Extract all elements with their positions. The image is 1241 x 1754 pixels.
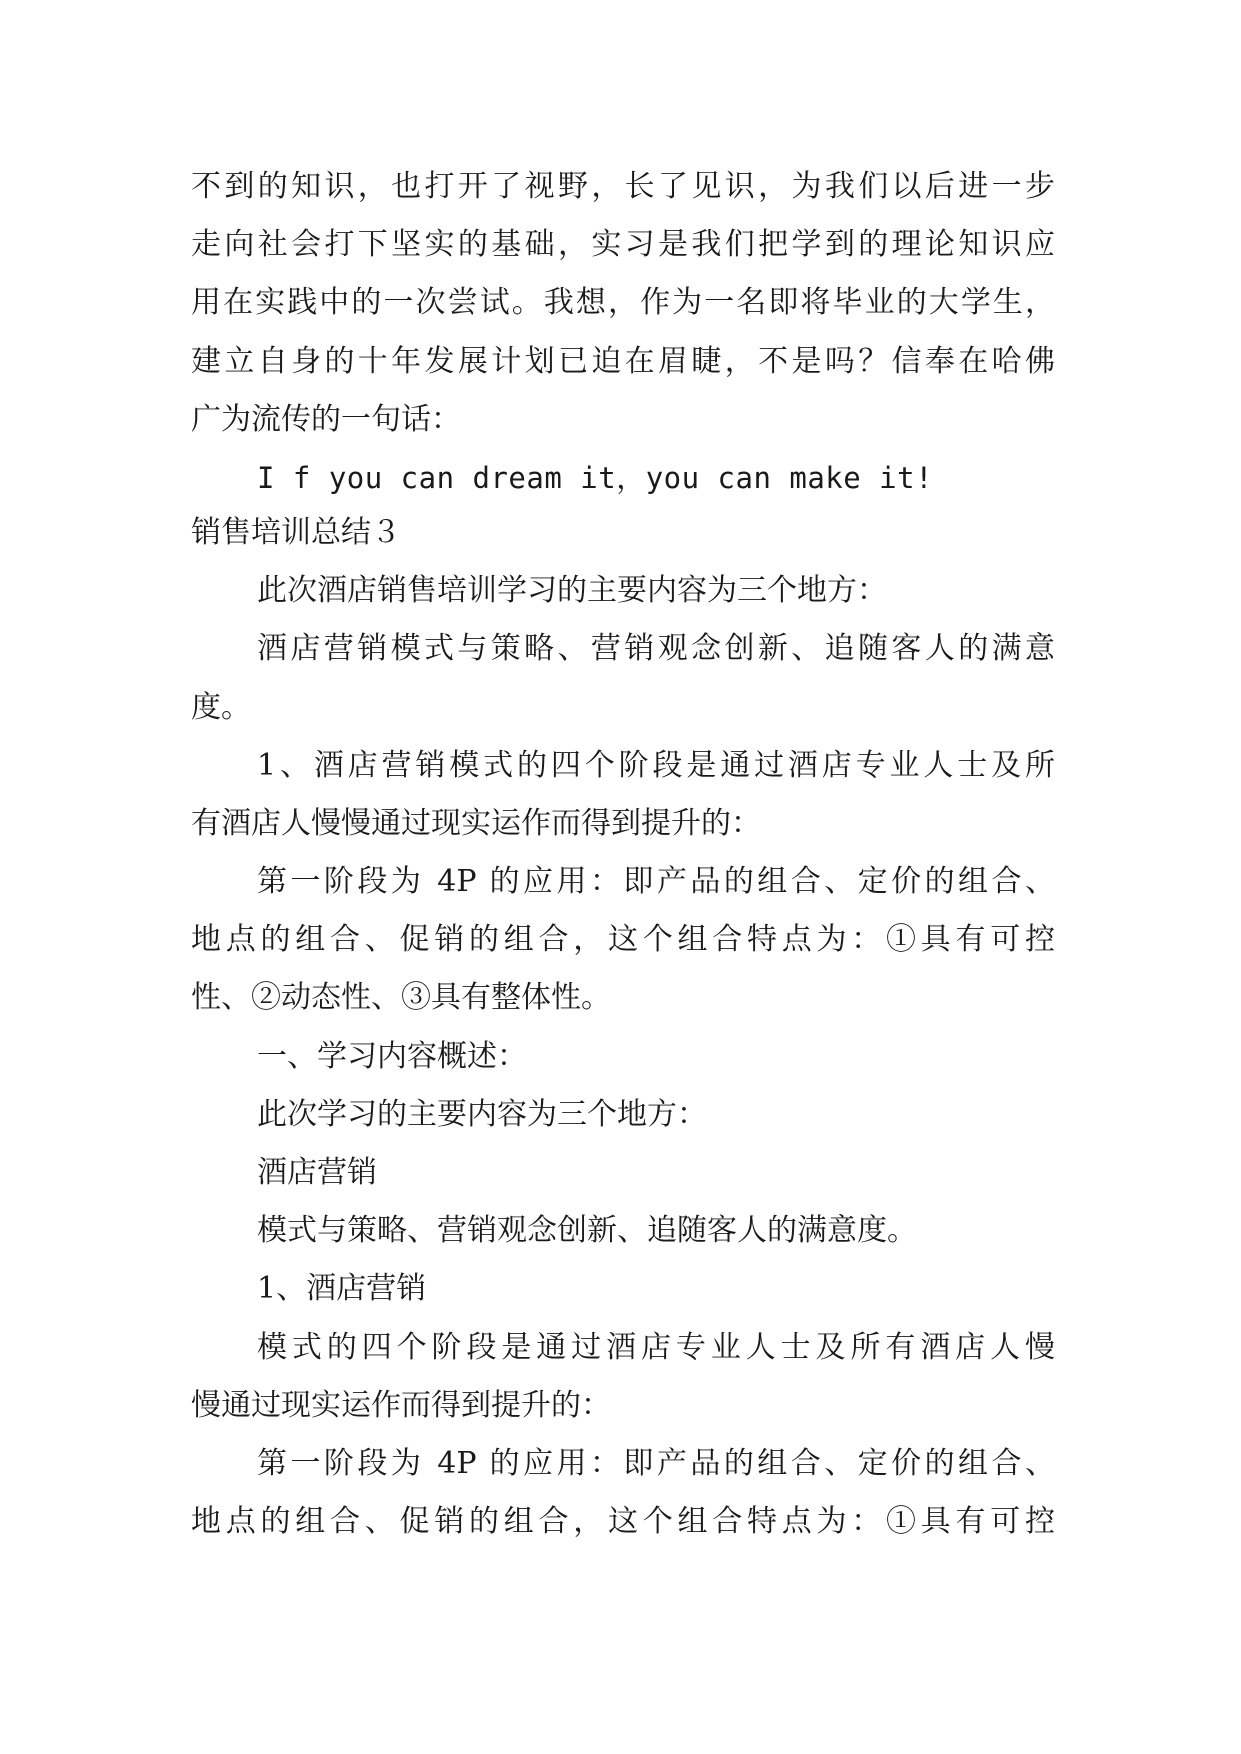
document-body xyxy=(191,158,1055,1551)
paragraph-line: 广为流传的一句话： xyxy=(191,401,461,437)
paragraph-line: 性、②动态性、③具有整体性。 xyxy=(191,980,611,1016)
paragraph-line: 不到的知识，也打开了视野，长了见识，为我们以后进一步 xyxy=(191,169,1055,204)
paragraph-line: 酒店营销 xyxy=(257,1155,377,1190)
paragraph-line: 模式的四个阶段是通过酒店专业人士及所有酒店人慢 xyxy=(257,1329,1055,1365)
section-heading: 销售培训总结３ xyxy=(191,515,401,551)
paragraph-line: 慢通过现实运作而得到提升的： xyxy=(191,1387,611,1423)
paragraph-line: 地点的组合、促销的组合，这个组合特点为：①具有可控 xyxy=(191,922,1055,958)
paragraph-line: 走向社会打下坚实的基础，实习是我们把学到的理论知识应 xyxy=(191,227,1055,263)
paragraph-line: 模式与策略、营销观念创新、追随客人的满意度。 xyxy=(257,1213,917,1249)
paragraph-line: 此次学习的主要内容为三个地方： xyxy=(257,1096,707,1132)
subsection-heading: 一、学习内容概述： xyxy=(257,1038,527,1074)
paragraph-line: 地点的组合、促销的组合，这个组合特点为：①具有可控 xyxy=(191,1504,1055,1540)
paragraph-line: 用在实践中的一次尝试。我想，作为一名即将毕业的大学生， xyxy=(191,285,1055,321)
paragraph-line: 此次酒店销售培训学习的主要内容为三个地方： xyxy=(257,573,887,609)
paragraph-line: 第一阶段为 4P 的应用：即产品的组合、定价的组合、 xyxy=(257,864,1055,900)
paragraph-line: 酒店营销模式与策略、营销观念创新、追随客人的满意 xyxy=(257,631,1055,667)
paragraph-line: 有酒店人慢慢通过现实运作而得到提升的： xyxy=(191,805,761,841)
quote-line: I f you can dream it，you can make it! xyxy=(257,460,934,495)
paragraph-line: 建立自身的十年发展计划已迫在眉睫，不是吗？信奉在哈佛 xyxy=(191,343,1055,379)
paragraph-line: 第一阶段为 4P 的应用：即产品的组合、定价的组合、 xyxy=(257,1445,1055,1481)
paragraph-line: 1、酒店营销 xyxy=(257,1271,427,1307)
paragraph-line: 1、酒店营销模式的四个阶段是通过酒店专业人士及所 xyxy=(257,747,1055,783)
paragraph-line: 度。 xyxy=(191,689,251,725)
